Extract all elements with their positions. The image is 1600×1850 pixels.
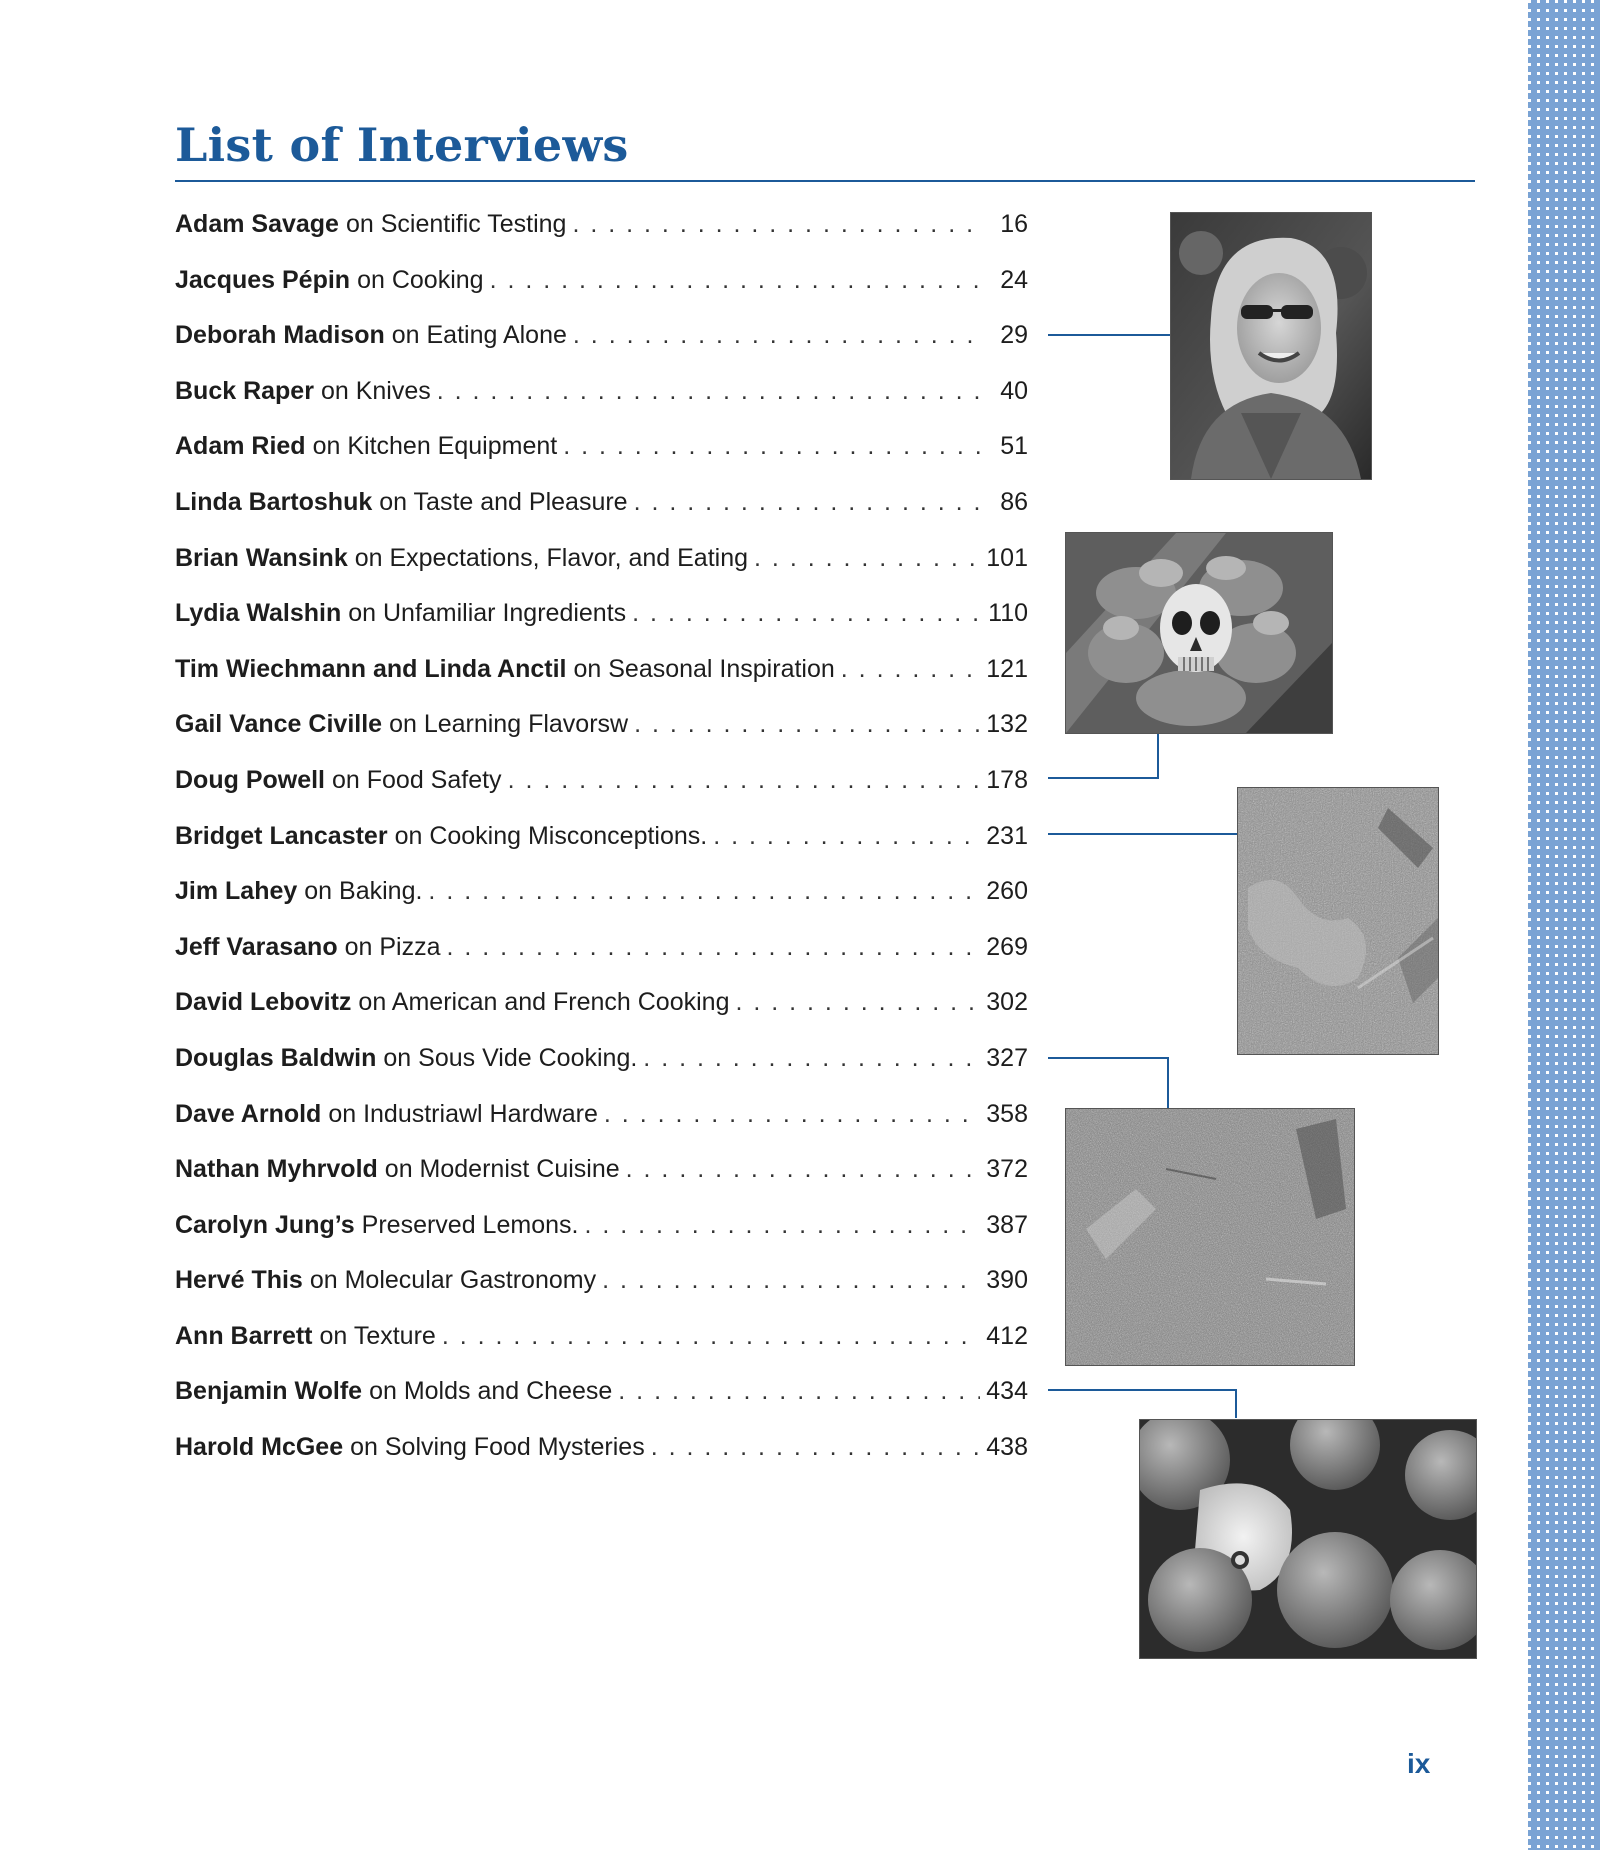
page-reference: 260: [986, 877, 1028, 906]
interview-entry: [175, 475, 1028, 531]
leader-dots: [735, 975, 980, 1031]
page-reference: 40: [1000, 376, 1028, 405]
interviewee-name: Carolyn Jung’s: [175, 1210, 355, 1239]
interview-topic: on Modernist Cuisine: [384, 1155, 620, 1184]
interviewee-name: Harold McGee: [175, 1433, 344, 1462]
page-reference: 101: [986, 543, 1028, 572]
interview-topic: on Seasonal Inspiration: [573, 654, 835, 683]
leader-dots: [618, 1364, 980, 1420]
interview-topic: on Industriawl Hardware: [328, 1099, 598, 1128]
interview-entry: [175, 809, 1028, 865]
page-reference: 86: [1000, 487, 1028, 516]
page-reference: 24: [1000, 265, 1028, 294]
leader-dots: [841, 642, 980, 698]
decorative-grid-strip: [1528, 0, 1600, 1850]
micrograph-photo-1: [1237, 787, 1439, 1055]
page-reference: 231: [986, 821, 1028, 850]
interview-entry: [175, 308, 1028, 364]
leader-dots: [446, 920, 980, 976]
interviewee-name: Jacques Pépin: [175, 265, 351, 294]
interviewee-name: David Lebovitz: [175, 988, 352, 1017]
page-reference: 412: [986, 1321, 1028, 1350]
interview-entry: [175, 1031, 1028, 1087]
interview-entry: [175, 1087, 1028, 1143]
interview-entry: [175, 1253, 1028, 1309]
leader-dots: [572, 197, 980, 253]
interview-entry: [175, 531, 1028, 587]
leader-dots: [573, 308, 980, 364]
interviewee-name: Tim Wiechmann and Linda Anctil: [175, 654, 567, 683]
interviewee-name: Douglas Baldwin: [175, 1043, 377, 1072]
mold-micrograph-photo: [1139, 1419, 1477, 1659]
interview-list: [175, 197, 1028, 1476]
interview-entry: [175, 1364, 1028, 1420]
interviewee-name: Nathan Myhrvold: [175, 1155, 378, 1184]
page-reference: 372: [986, 1155, 1028, 1184]
interviewee-name: Jim Lahey: [175, 877, 298, 906]
page-reference: 121: [986, 654, 1028, 683]
interview-topic: on Eating Alone: [391, 321, 567, 350]
interview-topic: on Unfamiliar Ingredients: [348, 599, 627, 628]
interviewee-name: Lydia Walshin: [175, 599, 342, 628]
leader-dots: [626, 1142, 980, 1198]
interviewee-name: Adam Ried: [175, 432, 306, 461]
page-reference: 51: [1000, 432, 1028, 461]
interview-topic: on Sous Vide Cooking.: [383, 1043, 638, 1072]
page-reference: 178: [986, 765, 1028, 794]
page-number: ix: [1407, 1748, 1431, 1779]
interview-topic: on Taste and Pleasure: [379, 487, 628, 516]
page-reference: 358: [986, 1099, 1028, 1128]
leader-dots: [508, 753, 980, 809]
interview-entry: [175, 1420, 1028, 1476]
interview-topic: on Expectations, Flavor, and Eating: [354, 543, 749, 572]
interview-entry: [175, 864, 1028, 920]
connector-wolfe: [1048, 1390, 1236, 1418]
interviewee-name: Gail Vance Civille: [175, 710, 383, 739]
leader-dots: [634, 697, 980, 753]
interview-topic: on Molecular Gastronomy: [309, 1266, 597, 1295]
page-reference: 302: [986, 988, 1028, 1017]
portrait-photo: [1170, 212, 1372, 480]
interview-entry: [175, 1309, 1028, 1365]
leader-dots: [651, 1420, 980, 1476]
interview-entry: [175, 975, 1028, 1031]
interview-entry: [175, 642, 1028, 698]
leader-dots: [584, 1198, 980, 1254]
leader-dots: [428, 864, 980, 920]
interviewee-name: Jeff Varasano: [175, 932, 338, 961]
interviewee-name: Ann Barrett: [175, 1321, 313, 1350]
skull-greens-photo: [1065, 532, 1333, 734]
interview-entry: [175, 1198, 1028, 1254]
interviewee-name: Adam Savage: [175, 210, 339, 238]
page-reference: 327: [986, 1043, 1028, 1072]
interview-topic: on Solving Food Mysteries: [350, 1433, 645, 1462]
interview-topic: on American and French Cooking: [358, 988, 730, 1017]
leader-dots: [442, 1309, 980, 1365]
interview-topic: on Kitchen Equipment: [312, 432, 558, 461]
interview-topic: on Texture: [319, 1321, 436, 1350]
connector-powell: [1048, 733, 1158, 778]
interview-topic: on Knives: [320, 376, 431, 405]
interview-entry: [175, 364, 1028, 420]
interview-topic: Preserved Lemons.: [361, 1210, 579, 1239]
page-reference: 434: [986, 1377, 1028, 1406]
interview-topic: on Molds and Cheese: [369, 1377, 613, 1406]
leader-dots: [490, 253, 980, 309]
interview-topic: on Scientific Testing: [345, 210, 567, 238]
interview-topic: on Cooking Misconceptions.: [394, 821, 708, 850]
interviewee-name: Brian Wansink: [175, 543, 348, 572]
page-reference: 29: [1000, 321, 1028, 350]
interviewee-name: Bridget Lancaster: [175, 821, 388, 850]
interviewee-name: Buck Raper: [175, 376, 314, 405]
page-reference: 438: [986, 1433, 1028, 1462]
micrograph-photo-2: [1065, 1108, 1355, 1366]
page-reference: 269: [986, 932, 1028, 961]
page-reference: 16: [1000, 210, 1028, 238]
interviewee-name: Doug Powell: [175, 765, 325, 794]
leader-dots: [632, 586, 980, 642]
interview-topic: on Learning Flavorsw: [389, 710, 629, 739]
interviewee-name: Dave Arnold: [175, 1099, 322, 1128]
leader-dots: [602, 1253, 980, 1309]
interview-topic: on Cooking: [357, 265, 484, 294]
interviewee-name: Benjamin Wolfe: [175, 1377, 363, 1406]
leader-dots: [643, 1031, 980, 1087]
interview-topic: on Pizza: [344, 932, 441, 961]
interview-topic: on Baking.: [304, 877, 423, 906]
page-reference: 110: [988, 599, 1028, 628]
interviewee-name: Deborah Madison: [175, 321, 385, 350]
leader-dots: [437, 364, 980, 420]
page-reference: 132: [986, 710, 1028, 739]
interviewee-name: Hervé This: [175, 1266, 303, 1295]
connector-baldwin: [1048, 1058, 1168, 1108]
interview-entry: [175, 586, 1028, 642]
page-title: List of Interviews: [175, 118, 629, 172]
interview-entry: [175, 697, 1028, 753]
interview-entry: [175, 920, 1028, 976]
interview-entry: [175, 753, 1028, 809]
interview-topic: on Food Safety: [332, 765, 502, 794]
leader-dots: [563, 419, 980, 475]
leader-dots: [713, 809, 980, 865]
page-reference: 387: [986, 1210, 1028, 1239]
interview-entry: [175, 419, 1028, 475]
title-rule: [175, 180, 1475, 182]
interviewee-name: Linda Bartoshuk: [175, 487, 373, 516]
interview-entry: [175, 253, 1028, 309]
leader-dots: [634, 475, 980, 531]
leader-dots: [754, 531, 980, 587]
interview-entry: [175, 197, 1028, 253]
interview-entry: [175, 1142, 1028, 1198]
page-reference: 390: [986, 1266, 1028, 1295]
leader-dots: [604, 1087, 980, 1143]
